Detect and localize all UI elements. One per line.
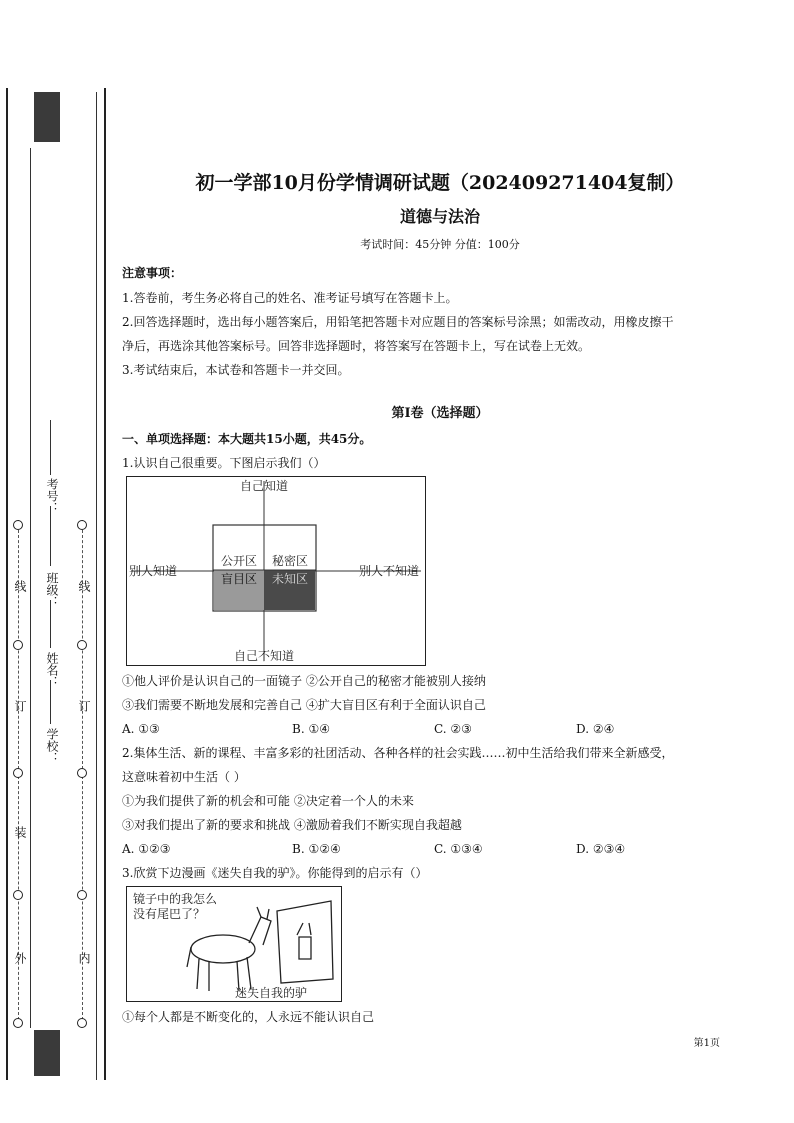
q2-stem: 2.集体生活、新的课程、丰富多彩的社团活动、各种各样的社会实践……初中生活给我们带来全新感受， — [122, 746, 674, 760]
notes-item-1: 1.答卷前，考生务必将自己的姓名、准考证号填写在答题卡上。 — [122, 291, 458, 305]
exam-title: 初一学部10月份学情调研试题（202409271404复制） — [195, 172, 685, 194]
q3-option-1: ①每个人都是不断变化的，人永远不能认识自己 — [122, 1010, 375, 1024]
q3-stem: 3.欣赏下边漫画《迷失自我的驴》。你能得到的启示有（） — [122, 866, 428, 880]
margin-line-left — [30, 148, 31, 1028]
cut-circle — [77, 640, 87, 650]
q1-choice-d: D. ②④ — [576, 722, 615, 736]
margin-outer-char: 订 — [13, 700, 27, 712]
q1-choice-c: C. ②③ — [434, 722, 472, 736]
johari-unknown-label: 未知区 — [271, 572, 309, 586]
johari-top-label: 自己知道 — [239, 479, 289, 493]
school-field[interactable] — [50, 680, 51, 724]
school-label: 学校： — [45, 728, 59, 764]
cut-circle — [13, 640, 23, 650]
cut-circle — [13, 890, 23, 900]
margin-inner-char: 线 — [77, 580, 91, 592]
margin-inner-char: 订 — [77, 700, 91, 712]
notes-item-2: 2.回答选择题时，选出每小题答案后，用铅笔把答题卡对应题目的答案标号涂黑；如需改动，用橡皮擦干 — [122, 315, 674, 329]
class-field[interactable] — [50, 506, 51, 566]
q1-options-34: ③我们需要不断地发展和完善自己 ④扩大盲目区有利于全面认识自己 — [122, 698, 486, 712]
johari-window-figure — [126, 476, 426, 666]
exam-meta: 考试时间：45分钟 分值：100分 — [360, 238, 520, 251]
exam-number-label: 考号： — [45, 478, 59, 514]
subject-title: 道德与法治 — [399, 207, 480, 226]
johari-right-label: 别人不知道 — [359, 564, 420, 578]
cut-circle — [77, 890, 87, 900]
name-label: 姓名： — [45, 652, 59, 688]
mirror-icon — [277, 901, 333, 983]
cut-circle — [13, 1018, 23, 1028]
q1-choice-a: A. ①③ — [122, 722, 160, 736]
q2-choice-d: D. ②③④ — [576, 842, 626, 856]
margin-line-right — [96, 92, 97, 1080]
cartoon-bubble-line-1: 镜子中的我怎么 — [133, 892, 218, 906]
q2-stem-cont: 这意味着初中生活（ ） — [122, 770, 246, 784]
cut-circle — [13, 768, 23, 778]
margin-inner-char: 内 — [77, 952, 91, 964]
notes-item-2-cont: 净后，再选涂其他答案标号。回答非选择题时，将答案写在答题卡上，写在试卷上无效。 — [122, 339, 591, 353]
section-title: 第Ⅰ卷（选择题） — [391, 406, 489, 421]
cartoon-bubble-line-2: 没有尾巴了？ — [133, 907, 206, 921]
cut-circle — [77, 1018, 87, 1028]
johari-public-label: 公开区 — [220, 554, 258, 568]
cut-circle — [77, 768, 87, 778]
q2-options-12: ①为我们提供了新的机会和可能 ②决定着一个人的未来 — [122, 794, 414, 808]
johari-left-label: 别人知道 — [129, 564, 178, 578]
q2-choice-b: B. ①②④ — [292, 842, 341, 856]
section-heading: 一、单项选择题：本大题共15小题，共45分。 — [122, 432, 372, 446]
q1-choice-b: B. ①④ — [292, 722, 330, 736]
name-field[interactable] — [50, 600, 51, 648]
cartoon-caption: 迷失自我的驴 — [235, 986, 308, 1000]
margin-outer-char: 线 — [13, 580, 27, 592]
cut-circle — [13, 520, 23, 530]
q2-choice-a: A. ①②③ — [122, 842, 171, 856]
margin-dark-block-top — [34, 92, 60, 142]
margin-dark-block-bottom — [34, 1030, 60, 1076]
notes-item-3: 3.考试结束后，本试卷和答题卡一并交回。 — [122, 363, 350, 377]
class-label: 班级： — [45, 572, 59, 608]
margin-outer-char: 装 — [13, 826, 27, 838]
q2-choice-c: C. ①③④ — [434, 842, 483, 856]
q2-options-34: ③对我们提出了新的要求和挑战 ④激励着我们不断实现自我超越 — [122, 818, 462, 832]
exam-number-field[interactable] — [50, 420, 51, 475]
q1-options-12: ①他人评价是认识自己的一面镜子 ②公开自己的秘密才能被别人接纳 — [122, 674, 486, 688]
page-number: 第1页 — [693, 1038, 720, 1049]
notes-heading: 注意事项： — [122, 266, 183, 280]
johari-blind-label: 盲目区 — [220, 572, 258, 586]
johari-secret-label: 秘密区 — [271, 554, 309, 568]
johari-bottom-label: 自己不知道 — [233, 649, 295, 663]
donkey-cartoon-figure — [126, 886, 342, 1002]
margin-outer-char: 外 — [13, 952, 27, 964]
cut-circle — [77, 520, 87, 530]
q1-stem: 1.认识自己很重要。下图启示我们（） — [122, 456, 326, 470]
